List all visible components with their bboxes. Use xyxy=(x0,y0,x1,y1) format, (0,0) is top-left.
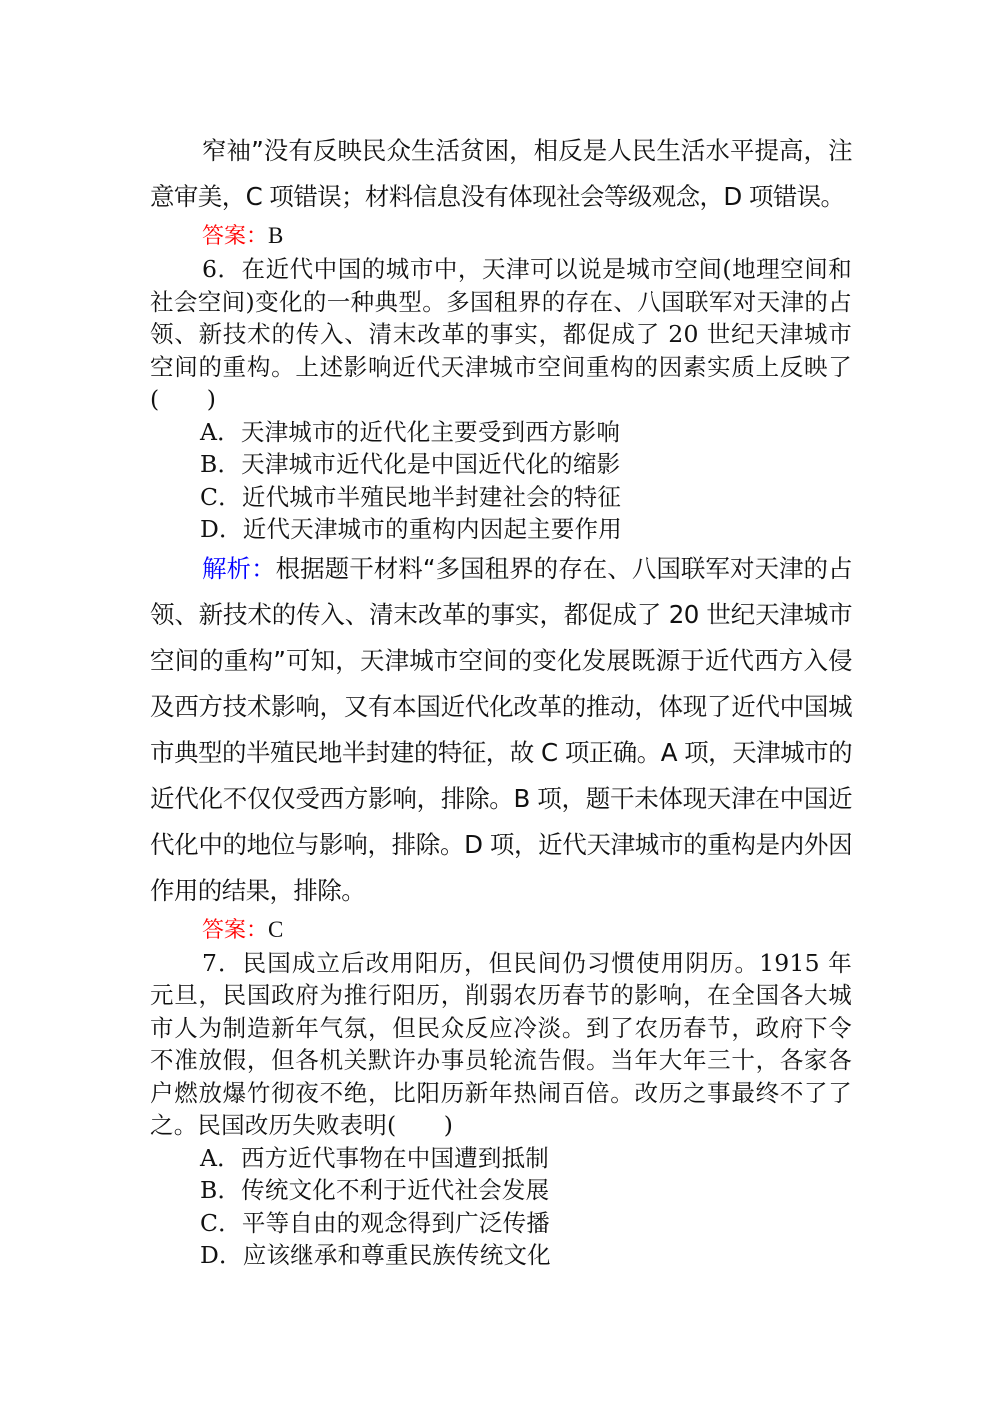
q6-option-b: B．天津城市近代化是中国近代化的缩影 xyxy=(200,450,621,478)
q6-stem: 6．在近代中国的城市中，天津可以说是城市空间(地理空间和社会空间)变化的一种典型。多国租界的存在、八国联军对天津的占领、新技术的传入、清末改革的事实，都促成了 20 世纪天津城市空间的重构。上述影响近代天津城市空间重构的因素实质上反映了( ) xyxy=(150,255,852,413)
q7-option-d: D．应该继承和尊重民族传统文化 xyxy=(200,1241,551,1269)
answer-value: C xyxy=(268,916,284,942)
q6-analysis xyxy=(150,546,852,914)
q7-stem: 7．民国成立后改用阳历，但民间仍习惯使用阴历。1915 年元旦，民国政府为推行阳历，削弱农历春节的影响，在全国各大城市人为制造新年气氛，但民众反应冷淡。到了农历春节，政府下令不准放假，但各机关默许办事员轮流告假。当年大年三十，各家各户燃放爆竹彻夜不绝，比阳历新年热闹百倍。改历之事最终不了了之。民国改历失败表明( ) xyxy=(150,948,852,1139)
analysis-text: 根据题干材料“多国租界的存在、八国联军对天津的占领、新技术的传入、清末改革的事实，都促成了 20 世纪天津城市空间的重构”可知，天津城市空间的变化发展既源于近代西方入侵及西方技术影响，又有本国近代化改革的推动，体现了近代中国城市典型的半殖民地半封建的特征，故 C 项正确。A 项，天津城市的近代化不仅仅受西方影响，排除。B 项，题干未体现天津在中国近代化中的地位与影响，排除。D 项，近代天津城市的重构是内外因作用的结果，排除。 xyxy=(150,553,852,905)
q7-option-b: B．传统文化不利于近代社会发展 xyxy=(200,1176,550,1204)
q6-option-d: D．近代天津城市的重构内因起主要作用 xyxy=(200,515,622,543)
q6-option-c: C．近代城市半殖民地半封建社会的特征 xyxy=(200,482,622,511)
q6-answer xyxy=(150,914,852,947)
answer-label: 答案： xyxy=(202,224,269,249)
q7-option-c: C．平等自由的观念得到广泛传播 xyxy=(200,1208,550,1237)
analysis-label: 解析： xyxy=(202,553,276,583)
q6-option-a: A．天津城市的近代化主要受到西方影响 xyxy=(200,417,621,446)
q5-explanation-tail: 窄袖”没有反映民众生活贫困，相反是人民生活水平提高，注意审美，C 项错误；材料信息没有体现社会等级观念，D 项错误。 xyxy=(150,136,852,211)
answer-value: B xyxy=(268,223,284,248)
q5-answer xyxy=(150,220,852,253)
q7-option-a: A．西方近代事物在中国遭到抵制 xyxy=(200,1143,549,1172)
document-page xyxy=(150,128,852,1272)
answer-label: 答案： xyxy=(202,917,269,943)
